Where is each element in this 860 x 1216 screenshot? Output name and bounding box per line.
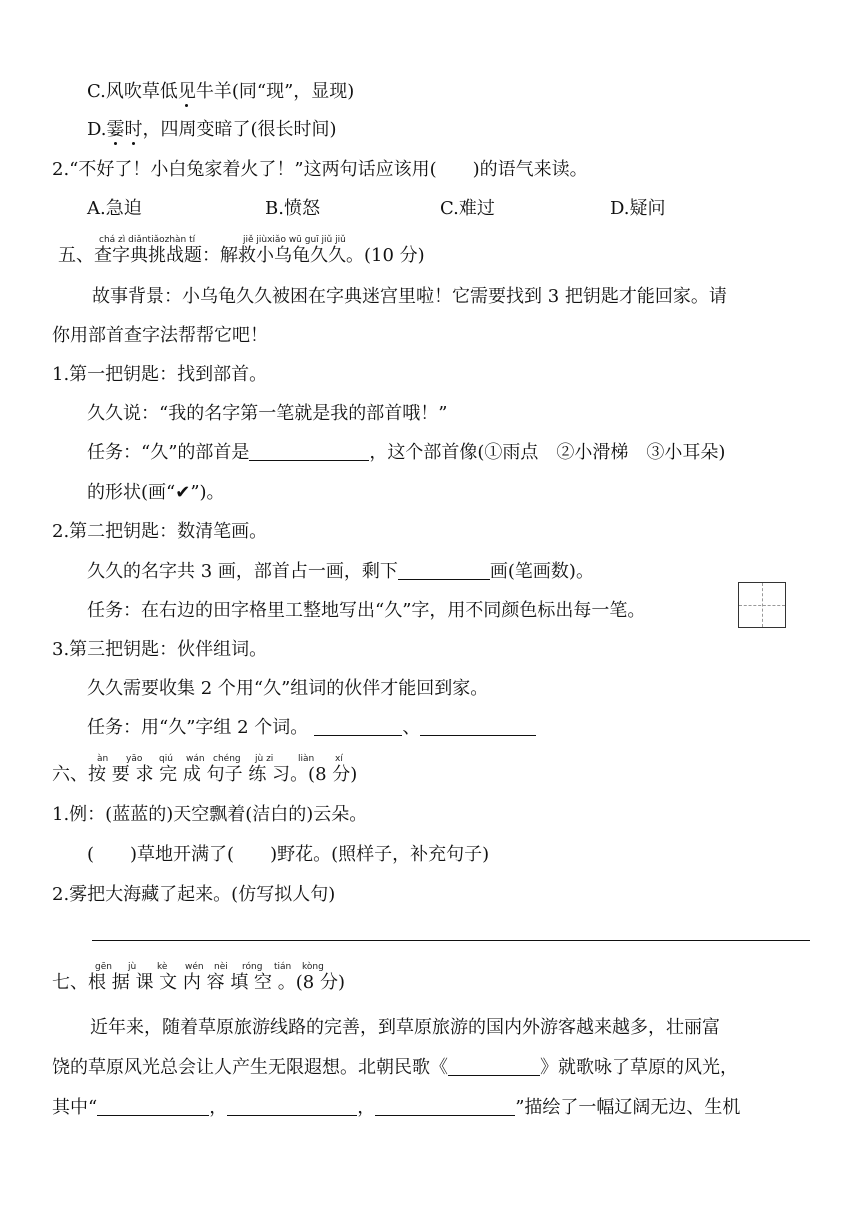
personification-answer-line[interactable] [92,940,810,941]
key2-title: 2.第二把钥匙：数清笔画。 [52,521,268,542]
word-blank-1[interactable] [314,717,402,736]
section7-pinyin-3: kè [157,962,168,972]
key1-say: 久久说：“我的名字第一笔就是我的部首哦！” [87,403,448,424]
check-mark-icon: ✔ [175,482,191,503]
key2-line [87,560,594,584]
option-d-text-a: D. [87,119,107,140]
section6-pinyin-3: qiú [159,754,173,764]
key3-line: 久久需要收集 2 个用“久”组词的伙伴才能回到家。 [87,678,489,699]
example-2: 2.雾把大海藏了起来。(仿写拟人句) [52,884,336,905]
section7-heading-score: 。(8 分) [272,972,346,993]
choice-b: B.愤怒 [265,198,320,219]
key3-task-text: 任务：用“久”字组 2 个词。 [87,717,309,738]
poem-title-blank[interactable] [448,1057,540,1076]
section5-heading-number: 五、 [58,245,94,266]
option-d-dotted-char-1: 霎 [106,119,125,140]
choice-d: D.疑问 [610,198,666,219]
section7-pinyin-8: kòng [302,962,324,972]
section6-pinyin-4: wán [186,754,205,764]
key1-task-cont [87,481,225,505]
key1-task-text-c1: 的形状(画“ [87,482,176,503]
option-c [87,80,354,104]
paragraph-line-3-text-b: ”描绘了一幅辽阔无边、生机 [515,1097,741,1118]
section5-heading [58,244,425,268]
section7-pinyin-7: tián [274,962,292,972]
poem-line-blank-1[interactable] [97,1097,209,1116]
poem-comma-2: ， [357,1097,376,1118]
section6-pinyin-1: àn [97,754,109,764]
section7-heading-title: 根 据 课 文 内 容 填 空 [88,972,273,993]
paragraph-line-2-text-a: 饶的草原风光总会让人产生无限遐想。北朝民歌《 [52,1057,448,1078]
paragraph-line-2 [52,1056,738,1080]
option-d-dotted-char-2: 时 [124,119,143,140]
word-blank-2[interactable] [420,717,536,736]
paragraph-line-3 [52,1096,740,1120]
option-d [87,118,337,142]
section6-pinyin-6: jù zi [255,754,274,764]
section6-heading-score: 。(8 分) [290,764,358,785]
section7-pinyin-2: jù [128,962,137,972]
section5-heading-score: 。(10 分) [346,245,425,266]
example-1: 1.例：(蓝蓝的)天空飘着(洁白的)云朵。 [52,804,368,825]
option-c-dotted-char: 见 [177,81,196,102]
key1-task-text-c2: ”)。 [190,482,225,503]
paragraph-line-1: 近年来，随着草原旅游线路的完善，到草原旅游的国内外游客越来越多，壮丽富 [90,1017,720,1038]
section7-pinyin-1: gēn [95,962,112,972]
section6-pinyin-5: chéng [213,754,241,764]
story-line-1: 故事背景：小乌龟久久被困在字典迷宫里啦！它需要找到 3 把钥匙才能回家。请 [92,286,727,307]
key1-task [87,441,725,465]
key3-task [87,716,536,740]
section5-pinyin-b: jiě jiùxiǎo wū guī jiǔ jiǔ [243,235,346,245]
poem-line-blank-3[interactable] [375,1097,515,1116]
section6-pinyin-8: xí [335,754,343,764]
choice-c: C.难过 [440,198,495,219]
section6-pinyin-7: liàn [298,754,315,764]
section7-heading-number: 七、 [52,972,88,993]
key2-line-text-a: 久久的名字共 3 画，部首占一画，剩下 [87,561,398,582]
radical-answer-blank[interactable] [249,442,369,461]
key2-task: 任务：在右边的田字格里工整地写出“久”字，用不同颜色标出每一笔。 [87,600,646,621]
word-separator: 、 [402,717,421,738]
key1-task-text-a: 任务：“久”的部首是 [87,442,250,463]
key1-title: 1.第一把钥匙：找到部首。 [52,364,268,385]
section5-heading-title: 查字典挑战题：解救小乌龟久久 [94,245,346,266]
section7-pinyin-6: róng [242,962,263,972]
option-c-text-b: 牛羊(同“现”，显现) [195,81,355,102]
poem-comma-1: ， [209,1097,228,1118]
choice-a: A.急迫 [87,198,142,219]
key3-title: 3.第三把钥匙：伙伴组词。 [52,639,268,660]
key2-line-text-b: 画(笔画数)。 [489,561,594,582]
story-line-2: 你用部首查字法帮帮它吧！ [52,325,268,346]
question-2: 2.“不好了！小白兔家着火了！”这两句话应该用( )的语气来读。 [52,159,588,180]
option-c-text-a: C.风吹草低 [87,81,178,102]
stroke-count-blank[interactable] [398,561,490,580]
section6-heading-title: 按 要 求 完 成 句子 练 习 [88,764,291,785]
paragraph-line-3-text-a: 其中“ [52,1097,98,1118]
section6-pinyin-2: yāo [126,754,143,764]
tianzi-grid[interactable] [738,582,786,628]
example-1-fill: ( )草地开满了( )野花。(照样子，补充句子) [87,844,490,865]
paragraph-line-2-text-b: 》就歌咏了草原的风光， [540,1057,738,1078]
key1-task-text-b: ，这个部首像(①雨点 ②小滑梯 ③小耳朵) [369,442,726,463]
section6-heading-number: 六、 [52,764,88,785]
section7-pinyin-5: nèi [214,962,228,972]
section5-pinyin-a: chá zì diǎntiǎozhàn tí [99,235,196,245]
section7-heading [52,971,345,995]
section6-heading [52,763,357,787]
poem-line-blank-2[interactable] [227,1097,357,1116]
option-d-text-b: ，四周变暗了(很长时间) [142,119,337,140]
section7-pinyin-4: wén [185,962,204,972]
